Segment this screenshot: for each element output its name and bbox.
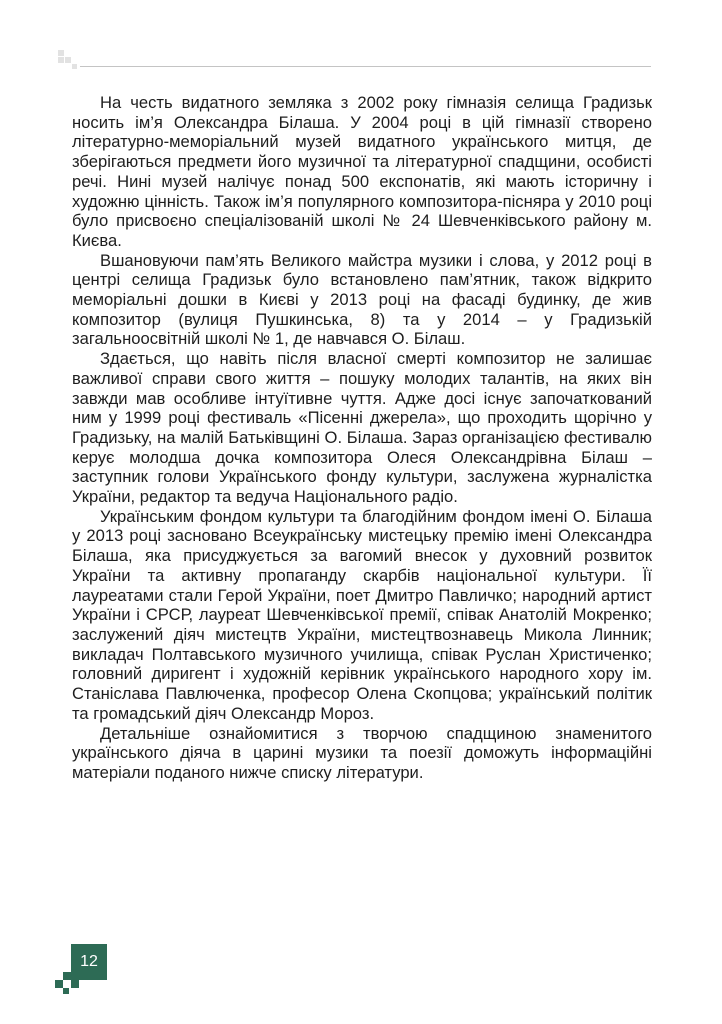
paragraph-5: Детальніше ознайомитися з творчою спадщиною знаменитого українського діяча в царині музики та поезії доможуть інформаційні матеріали поданого нижче списку літератури. [72,723,652,782]
header-rule [80,66,651,67]
page-number: 12 [80,953,98,970]
paragraph-2: Вшановуючи пам’ять Великого майстра музики і слова, у 2012 році в центрі селища Градизьк було встановлено пам’ятник, також відкрито меморіальні дошки в Києві у 2013 році на фасаді будинку, де жив композитор (вулиця Пушкинська, 8) та у 2014 – у Градизькій загальноосвітній школі № 1, де навчався О. Білаш. [72,250,652,349]
paragraph-4: Українським фондом культури та благодійним фондом імені О. Білаша у 2013 році засновано Всеукраїнську мистецьку премію імені Олександра Білаша, яка присуджується за вагомий внесок у духовний розвиток України та активну пропаганду скарбів національної культури. Її лауреатами стали Герой України, поет Дмитро Павличко; народний артист України і СРСР, лауреат Шевченківської премії, співак Анатолій Мокренко; заслужений діяч мистецтв України, мистецтвознавець Микола Линник; викладач Полтавського музичного училища, співак Руслан Христиченко; головний диригент і художній керівник українського народного хору ім. Станіслава Павлюченка, професор Олена Скопцова; український політик та громадський діяч Олександр Мороз. [72,506,652,723]
header-decoration-square [72,64,77,69]
header-decoration-square [65,57,71,63]
paragraph-1: На честь видатного земляка з 2002 року гімназія селища Градизьк носить ім’я Олександра Білаша. У 2004 році в цій гімназії створено літературно-меморіальний музей видатного українського митця, де зберігаються предмети його музичної та літературної спадщини, особисті речі. Нині музей налічує понад 500 експонатів, які мають історичну і художню цінність. Також ім’я популярного композитора-пісняра у 2010 році було присвоєно спеціалізованій школі № 24 Шевченківського району м. Києва. [72,93,652,250]
footer-decoration-square [63,988,69,994]
paragraph-3: Здається, що навіть після власної смерті композитор не залишає важливої справи свого життя – пошуку молодих талантів, на яких він завжди мав особливе інтуїтивне чуття. Адже досі існує започаткований ним у 1999 році фестиваль «Пісенні джерела», що проходить щорічно у Градизьку, на малій Батьківщині О. Білаша. Зараз організацією фестивалю керує молодша дочка композитора Олеся Олександрівна Білаш – заступник голови Українського фонду культури, заслужена журналістка України, редактор та ведуча Національного радіо. [72,349,652,507]
footer-decoration-square [71,980,79,988]
page-number-badge [71,944,107,980]
footer-decoration-square [55,980,63,988]
header-decoration-square [58,57,64,63]
header-decoration-square [58,50,64,56]
body-text [72,93,652,783]
footer-decoration-square [63,972,71,980]
